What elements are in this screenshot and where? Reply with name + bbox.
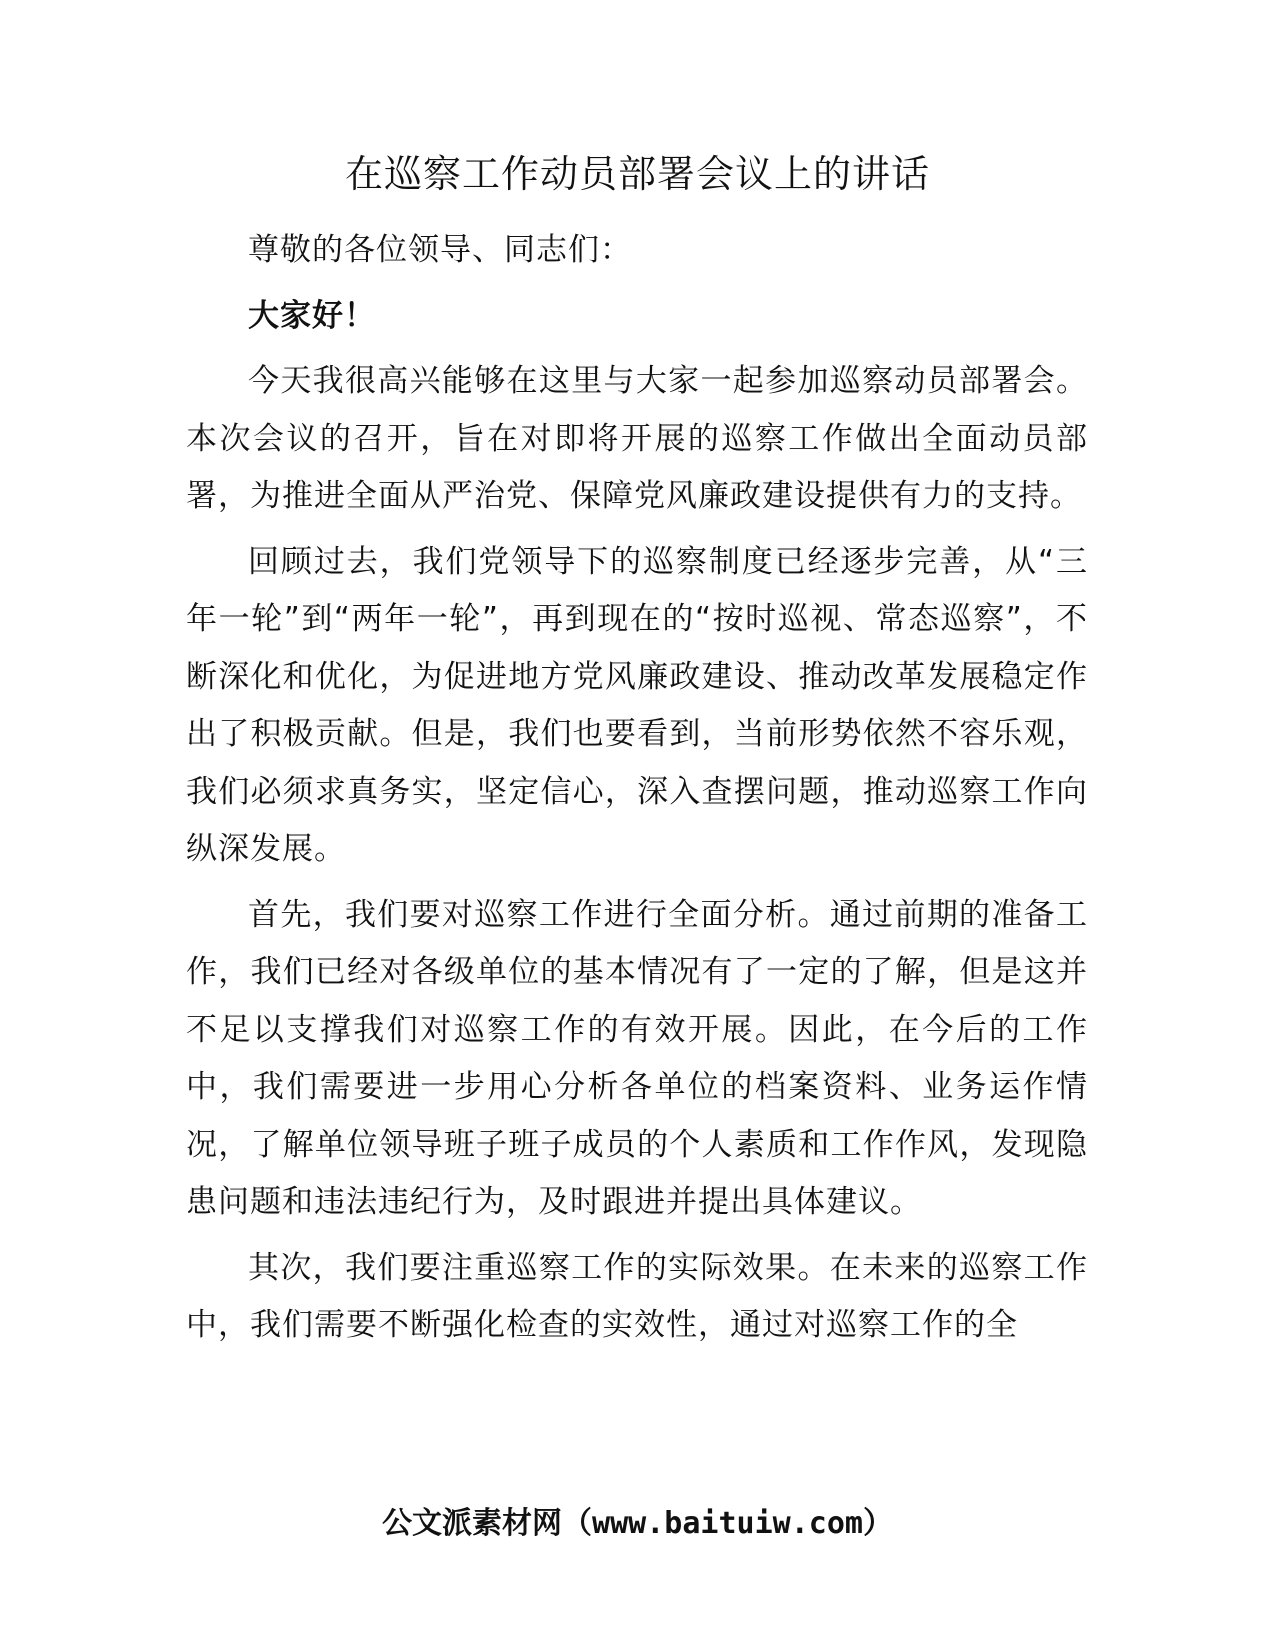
greeting-paragraph: 大家好！ (248, 297, 376, 334)
body-paragraph: 其次，我们要注重巡察工作的实际效果。在未来的巡察工作中，我们需要不断强化检查的实效性，通过对巡察工作的全 (186, 1249, 1088, 1343)
footer-site-url: （www.baituiw.com） (562, 1506, 893, 1541)
document-title: 在巡察工作动员部署会议上的讲话 (344, 152, 930, 196)
page-footer (0, 1504, 1275, 1544)
body-paragraph: 今天我很高兴能够在这里与大家一起参加巡察动员部署会。本次会议的召开，旨在对即将开展的巡察工作做出全面动员部署，为推进全面从严治党、保障党风廉政建设提供有力的支持。 (186, 363, 1088, 514)
body-paragraph: 首先，我们要对巡察工作进行全面分析。通过前期的准备工作，我们已经对各级单位的基本情况有了一定的了解，但是这并不足以支撑我们对巡察工作的有效开展。因此，在今后的工作中，我们需要进一步用心分析各单位的档案资料、业务运作情况，了解单位领导班子班子成员的个人素质和工作作风，发现隐患问题和违法违纪行为，及时跟进并提出具体建议。 (186, 896, 1088, 1220)
footer-site-name: 公文派素材网 (382, 1506, 563, 1541)
document-body (186, 222, 1088, 1355)
body-paragraph: 回顾过去，我们党领导下的巡察制度已经逐步完善，从“三年一轮”到“两年一轮”，再到现在的“按时巡视、常态巡察”，不断深化和优化，为促进地方党风廉政建设、推动改革发展稳定作出了积极贡献。但是，我们也要看到，当前形势依然不容乐观，我们必须求真务实，坚定信心，深入查摆问题，推动巡察工作向纵深发展。 (186, 543, 1088, 867)
salutation-paragraph: 尊敬的各位领导、同志们： (248, 232, 632, 268)
